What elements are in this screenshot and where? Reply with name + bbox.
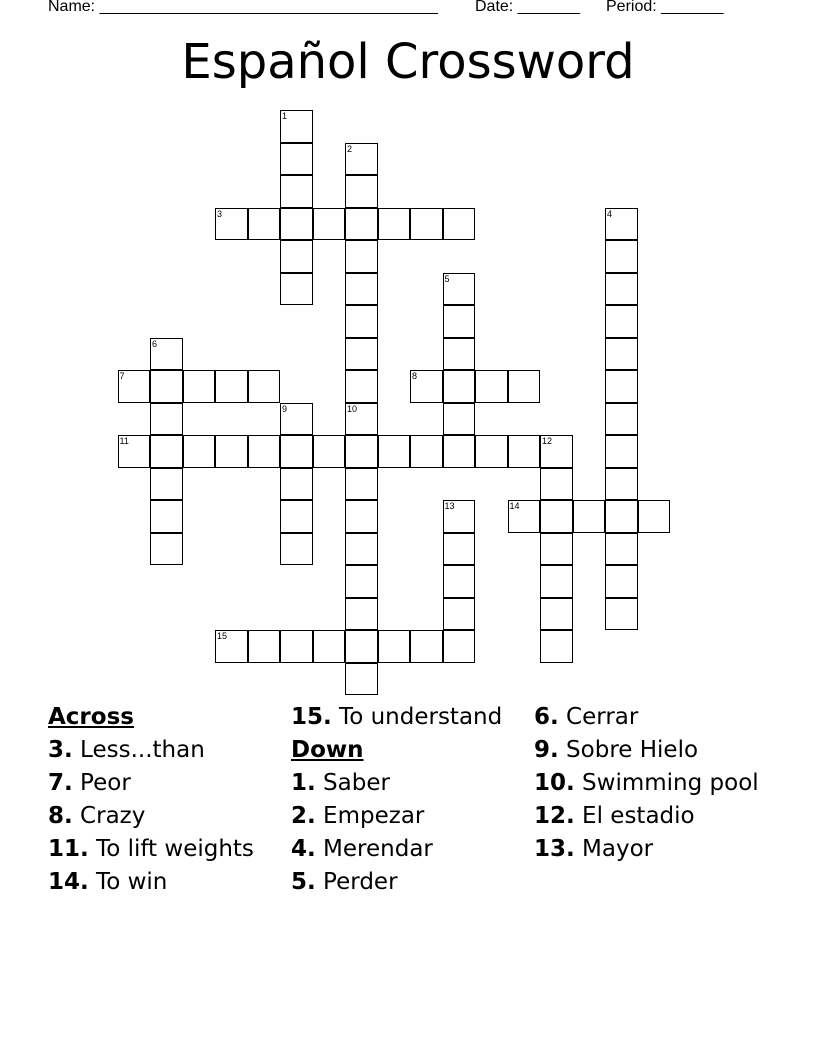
grid-cell[interactable] xyxy=(345,370,378,403)
grid-cell[interactable] xyxy=(280,240,313,273)
grid-cell[interactable] xyxy=(150,338,183,371)
grid-cell[interactable] xyxy=(605,305,638,338)
clue-text: To win xyxy=(88,869,168,895)
clue-item xyxy=(48,802,284,830)
grid-cell[interactable] xyxy=(540,533,573,566)
clue-text: Less...than xyxy=(72,737,205,763)
clue-number: 12 xyxy=(542,436,553,446)
clue-text: Cerrar xyxy=(558,704,639,730)
clue-number: 1. xyxy=(291,770,316,796)
grid-cell[interactable] xyxy=(540,565,573,598)
grid-cell[interactable] xyxy=(248,435,281,468)
grid-cell[interactable] xyxy=(313,630,346,663)
grid-cell[interactable] xyxy=(443,403,476,436)
grid-cell[interactable] xyxy=(345,565,378,598)
clue-number: 5. xyxy=(291,869,316,895)
grid-cell[interactable] xyxy=(150,533,183,566)
grid-cell[interactable] xyxy=(605,403,638,436)
clue-number: 11 xyxy=(119,436,129,446)
grid-cell[interactable] xyxy=(378,435,411,468)
clue-item xyxy=(291,769,527,797)
grid-cell[interactable] xyxy=(605,565,638,598)
grid-cell[interactable] xyxy=(345,435,378,468)
grid-cell[interactable] xyxy=(345,630,378,663)
clue-item xyxy=(534,769,770,797)
clue-number: 12. xyxy=(534,803,575,829)
grid-cell[interactable] xyxy=(280,208,313,241)
date-field-label[interactable]: Date: _______ xyxy=(475,0,580,15)
clue-number: 4. xyxy=(291,836,316,862)
clue-text: Crazy xyxy=(72,803,146,829)
clue-number: 11. xyxy=(48,836,89,862)
clue-item xyxy=(291,703,527,731)
grid-cell[interactable] xyxy=(248,370,281,403)
grid-cell[interactable] xyxy=(345,175,378,208)
clue-item xyxy=(48,868,284,896)
grid-cell[interactable] xyxy=(573,500,606,533)
page-title: Español Crossword xyxy=(181,34,635,90)
grid-cell[interactable] xyxy=(150,468,183,501)
grid-cell[interactable] xyxy=(248,208,281,241)
grid-cell[interactable] xyxy=(345,663,378,696)
clue-text: Sobre Hielo xyxy=(558,737,699,763)
grid-cell[interactable] xyxy=(280,273,313,306)
grid-cell[interactable] xyxy=(605,533,638,566)
clue-column-1 xyxy=(48,703,284,901)
grid-cell[interactable] xyxy=(605,598,638,631)
grid-cell[interactable] xyxy=(345,208,378,241)
section-heading: Down xyxy=(291,737,364,763)
grid-cell[interactable] xyxy=(280,630,313,663)
clue-number: 7. xyxy=(48,770,73,796)
grid-cell[interactable] xyxy=(443,305,476,338)
clue-item xyxy=(291,802,527,830)
clue-number: 13 xyxy=(444,501,455,511)
grid-cell[interactable] xyxy=(215,435,248,468)
grid-cell[interactable] xyxy=(280,435,313,468)
grid-cell[interactable] xyxy=(605,338,638,371)
clue-number: 7 xyxy=(119,371,125,381)
grid-cell[interactable] xyxy=(183,370,216,403)
grid-cell[interactable] xyxy=(215,370,248,403)
grid-cell[interactable] xyxy=(540,630,573,663)
clue-number: 14. xyxy=(48,869,89,895)
clue-item xyxy=(48,736,284,764)
clue-number: 6. xyxy=(534,704,559,730)
grid-cell[interactable] xyxy=(345,598,378,631)
grid-cell[interactable] xyxy=(215,630,248,663)
grid-cell[interactable] xyxy=(118,435,151,468)
grid-cell[interactable] xyxy=(215,208,248,241)
clue-item xyxy=(534,736,770,764)
grid-cell[interactable] xyxy=(605,208,638,241)
grid-cell[interactable] xyxy=(540,435,573,468)
clue-number: 4 xyxy=(607,208,613,219)
period-field-label[interactable]: Period: _______ xyxy=(606,0,724,15)
grid-cell[interactable] xyxy=(443,533,476,566)
clue-text: To understand xyxy=(331,704,503,730)
grid-cell[interactable] xyxy=(443,565,476,598)
grid-cell[interactable] xyxy=(443,370,476,403)
grid-cell[interactable] xyxy=(345,240,378,273)
clue-number: 9. xyxy=(534,737,559,763)
clue-number: 2 xyxy=(347,143,353,154)
clue-text: Empezar xyxy=(315,803,425,829)
grid-cell[interactable] xyxy=(443,630,476,663)
grid-cell[interactable] xyxy=(605,500,638,533)
clue-number: 1 xyxy=(282,111,288,121)
grid-cell[interactable] xyxy=(605,273,638,306)
grid-cell[interactable] xyxy=(443,598,476,631)
grid-cell[interactable] xyxy=(443,435,476,468)
grid-cell[interactable] xyxy=(508,435,541,468)
clue-column-3 xyxy=(534,703,770,868)
grid-cell[interactable] xyxy=(183,435,216,468)
clue-item xyxy=(291,868,527,896)
grid-cell[interactable] xyxy=(345,273,378,306)
clue-number: 8. xyxy=(48,803,73,829)
grid-cell[interactable] xyxy=(150,403,183,436)
clue-number: 9 xyxy=(282,403,288,414)
clue-text: Saber xyxy=(315,770,390,796)
grid-cell[interactable] xyxy=(280,533,313,566)
clue-item xyxy=(534,802,770,830)
grid-cell[interactable] xyxy=(508,500,541,533)
clue-number: 14 xyxy=(509,501,520,511)
grid-cell[interactable] xyxy=(280,468,313,501)
grid-cell[interactable] xyxy=(410,630,443,663)
clue-text: El estadio xyxy=(574,803,695,829)
clue-number: 3. xyxy=(48,737,73,763)
clue-number: 15 xyxy=(217,631,228,641)
grid-cell[interactable] xyxy=(345,143,378,176)
grid-cell[interactable] xyxy=(345,468,378,501)
grid-cell[interactable] xyxy=(540,500,573,533)
grid-cell[interactable] xyxy=(280,110,313,143)
grid-cell[interactable] xyxy=(378,630,411,663)
grid-cell[interactable] xyxy=(605,370,638,403)
grid-cell[interactable] xyxy=(345,533,378,566)
grid-cell[interactable] xyxy=(280,175,313,208)
clue-number: 6 xyxy=(152,338,158,349)
grid-cell[interactable] xyxy=(443,500,476,533)
grid-cell[interactable] xyxy=(118,370,151,403)
grid-cell[interactable] xyxy=(638,500,671,533)
grid-cell[interactable] xyxy=(313,435,346,468)
grid-cell[interactable] xyxy=(443,338,476,371)
clue-text: Perder xyxy=(315,869,398,895)
clue-number: 13. xyxy=(534,836,575,862)
grid-cell[interactable] xyxy=(378,208,411,241)
grid-cell[interactable] xyxy=(475,435,508,468)
clue-number: 15. xyxy=(291,704,332,730)
grid-cell[interactable] xyxy=(508,370,541,403)
clue-item xyxy=(48,769,284,797)
grid-cell[interactable] xyxy=(605,468,638,501)
grid-cell[interactable] xyxy=(475,370,508,403)
grid-cell[interactable] xyxy=(280,403,313,436)
grid-cell[interactable] xyxy=(410,208,443,241)
clue-text: Swimming pool xyxy=(574,770,759,796)
grid-cell[interactable] xyxy=(345,403,378,436)
clue-number: 5 xyxy=(444,273,450,284)
grid-cell[interactable] xyxy=(150,500,183,533)
clue-item xyxy=(534,703,770,731)
grid-cell[interactable] xyxy=(345,500,378,533)
clue-number: 3 xyxy=(217,208,223,219)
clue-text: To lift weights xyxy=(88,836,254,862)
grid-cell[interactable] xyxy=(410,435,443,468)
grid-cell[interactable] xyxy=(150,370,183,403)
clue-number: 2. xyxy=(291,803,316,829)
grid-cell[interactable] xyxy=(443,273,476,306)
grid-cell[interactable] xyxy=(150,435,183,468)
clue-number: 8 xyxy=(412,371,418,381)
clue-item xyxy=(534,835,770,863)
grid-cell[interactable] xyxy=(605,240,638,273)
grid-cell[interactable] xyxy=(248,630,281,663)
clue-text: Mayor xyxy=(574,836,654,862)
grid-cell[interactable] xyxy=(410,370,443,403)
clue-number: 10 xyxy=(347,403,358,414)
grid-cell[interactable] xyxy=(345,338,378,371)
clue-item xyxy=(48,835,284,863)
clue-number: 10. xyxy=(534,770,575,796)
grid-cell[interactable] xyxy=(605,435,638,468)
clue-text: Merendar xyxy=(315,836,433,862)
clue-column-2 xyxy=(291,703,527,901)
name-field-label[interactable]: Name: ______________________________________ xyxy=(48,0,438,15)
grid-cell[interactable] xyxy=(540,468,573,501)
clue-item xyxy=(291,835,527,863)
clue-text: Peor xyxy=(72,770,131,796)
grid-cell[interactable] xyxy=(280,143,313,176)
grid-cell[interactable] xyxy=(280,500,313,533)
section-heading: Across xyxy=(48,704,134,730)
grid-cell[interactable] xyxy=(540,598,573,631)
grid-cell[interactable] xyxy=(443,208,476,241)
grid-cell[interactable] xyxy=(313,208,346,241)
grid-cell[interactable] xyxy=(345,305,378,338)
